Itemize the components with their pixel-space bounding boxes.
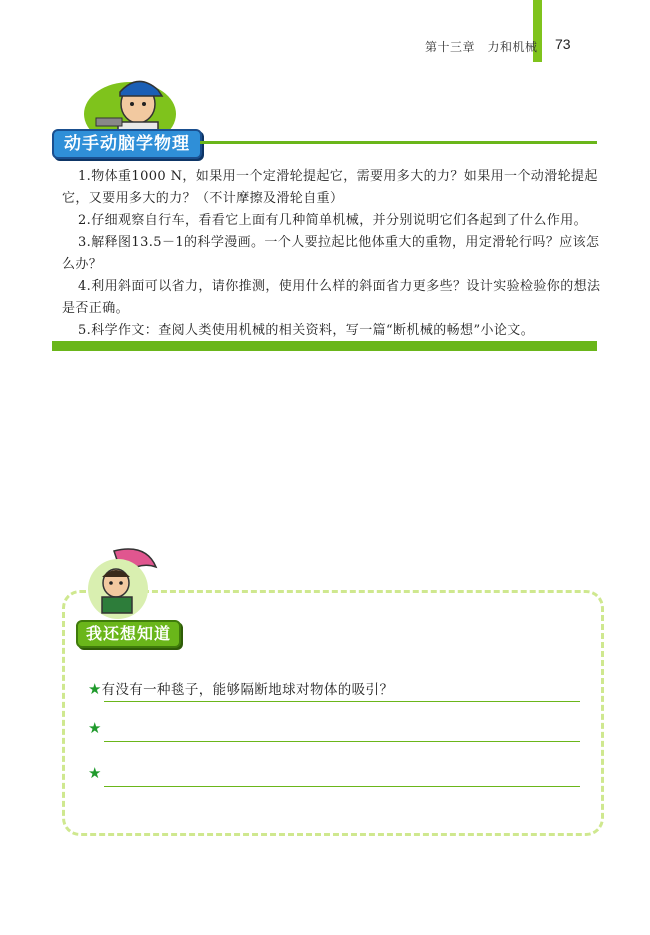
exercise-item: 3.解释图13.5－1的科学漫画。一个人要拉起比他体重大的重物，用定滑轮行吗？应该怎么办？ — [62, 235, 600, 272]
star-icon: ★ — [88, 719, 102, 737]
wonder-question: 有没有一种毯子，能够隔断地球对物体的吸引？ — [101, 682, 394, 698]
page-number: 73 — [555, 36, 571, 52]
section-bottom-bar — [52, 341, 597, 351]
star-icon: ★ — [88, 764, 102, 782]
star-icon: ★ — [88, 680, 102, 698]
wonder-item — [88, 763, 580, 787]
section-title-wonder: 我还想知道 — [76, 620, 181, 648]
wonder-item — [88, 718, 580, 742]
chapter-title: 第十三章 力和机械 — [425, 40, 538, 54]
writing-line[interactable] — [104, 786, 580, 787]
wonder-item — [88, 678, 580, 702]
writing-line — [104, 701, 580, 702]
exercise-item: 1.物体重1000 N，如果用一个定滑轮提起它，需要用多大的力？如果用一个动滑轮提起它，又要用多大的力？（不计摩擦及滑轮自重） — [62, 169, 598, 206]
exercise-item: 4.利用斜面可以省力，请你推测，使用什么样的斜面省力更多些？设计实验检验你的想法是否正确。 — [62, 279, 601, 316]
mascot-girl-umbrella-illustration — [84, 545, 164, 625]
exercise-list — [62, 166, 602, 342]
writing-line[interactable] — [104, 741, 580, 742]
section-title-hands-on: 动手动脑学物理 — [52, 129, 202, 159]
exercise-item: 5.科学作文：查阅人类使用机械的相关资料，写一篇“断机械的畅想”小论文。 — [78, 323, 535, 338]
exercise-item: 2.仔细观察自行车，看看它上面有几种简单机械，并分别说明它们各起到了什么作用。 — [78, 213, 588, 228]
banner-divider-line — [200, 141, 597, 144]
